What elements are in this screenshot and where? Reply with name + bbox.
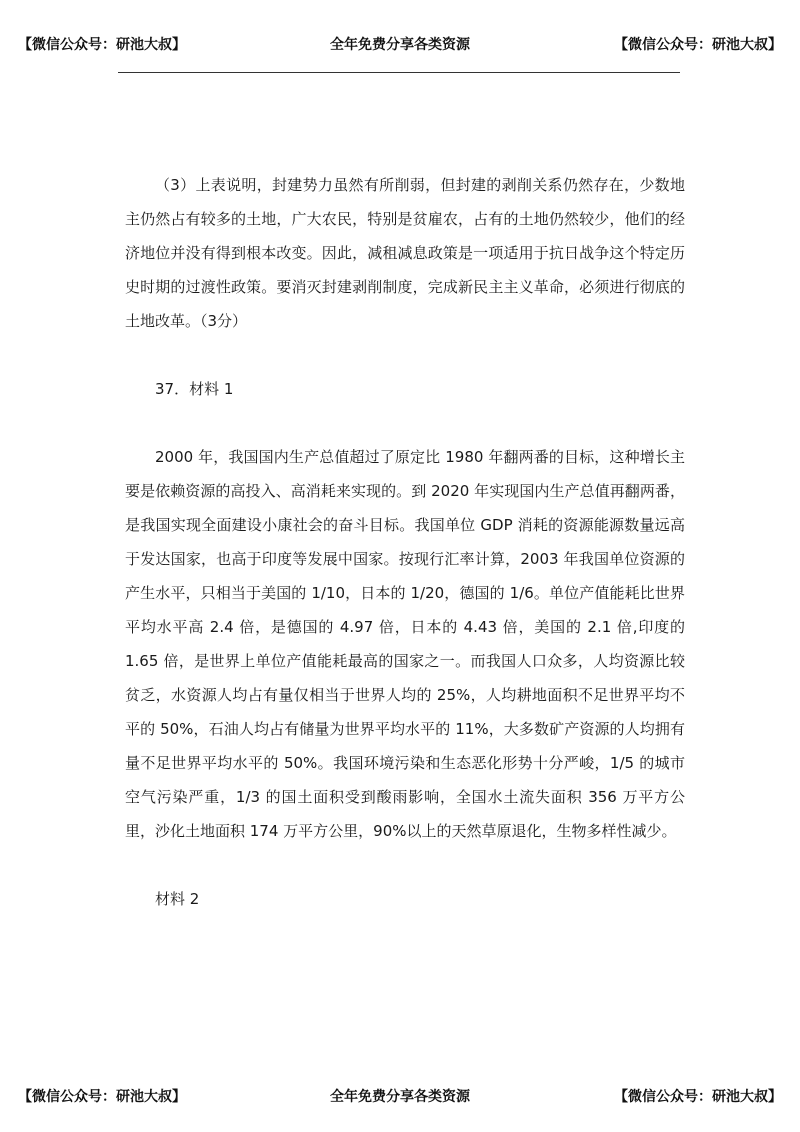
paragraph-answer-3: （3）上表说明，封建势力虽然有所削弱，但封建的剥削关系仍然存在，少数地主仍然占有较多的土地，广大农民，特别是贫雇农，占有的土地仍然较少，他们的经济地位并没有得到根本改变。因此，减租减息政策是一项适用于抗日战争这个特定历史时期的过渡性政策。要消灭封建剥削制度，完成新民主主义革命，必须进行彻底的土地改革。（3分）	[125, 176, 685, 330]
header-center-text: 全年免费分享各类资源	[330, 37, 470, 53]
header-divider	[118, 72, 680, 73]
page-footer	[0, 1086, 800, 1110]
page-header	[0, 34, 800, 58]
footer-right-text: 【微信公众号：研池大叔】	[614, 1089, 782, 1105]
footer-left-text: 【微信公众号：研池大叔】	[18, 1089, 186, 1105]
material-2-heading: 材料 2	[155, 890, 200, 908]
material-1-paragraph: 2000 年，我国国内生产总值超过了原定比 1980 年翻两番的目标，这种增长主要是依赖资源的高投入、高消耗来实现的。到 2020 年实现国内生产总值再翻两番，是我国实现全面建设小康社会的奋斗目标。我国单位 GDP 消耗的资源能源数量远高于发达国家，也高于印度等发展中国家。按现行汇率计算，2003 年我国单位资源的产生水平，只相当于美国的 1/10，日本的 1/20，德国的 1/6。单位产值能耗比世界平均水平高 2.4 倍，是德国的 4.97 倍，日本的 4.43 倍，美国的 2.1 倍,印度的 1.65 倍，是世界上单位产值能耗最高的国家之一。而我国人口众多，人均资源比较贫乏，水资源人均占有量仅相当于世界人均的 25%，人均耕地面积不足世界平均不平的 50%，石油人均占有储量为世界平均水平的 11%，大多数矿产资源的人均拥有量不足世界平均水平的 50%。我国环境污染和生态恶化形势十分严峻，1/5 的城市空气污染严重，1/3 的国土面积受到酸雨影响，全国水土流失面积 356 万平方公里，沙化土地面积 174 万平方公里，90%以上的天然草原退化，生物多样性减少。	[125, 448, 685, 840]
question-37-heading: 37．材料 1	[155, 380, 234, 398]
document-body	[125, 168, 685, 916]
header-right-text: 【微信公众号：研池大叔】	[614, 37, 782, 53]
header-left-text: 【微信公众号：研池大叔】	[18, 37, 186, 53]
footer-center-text: 全年免费分享各类资源	[330, 1089, 470, 1105]
